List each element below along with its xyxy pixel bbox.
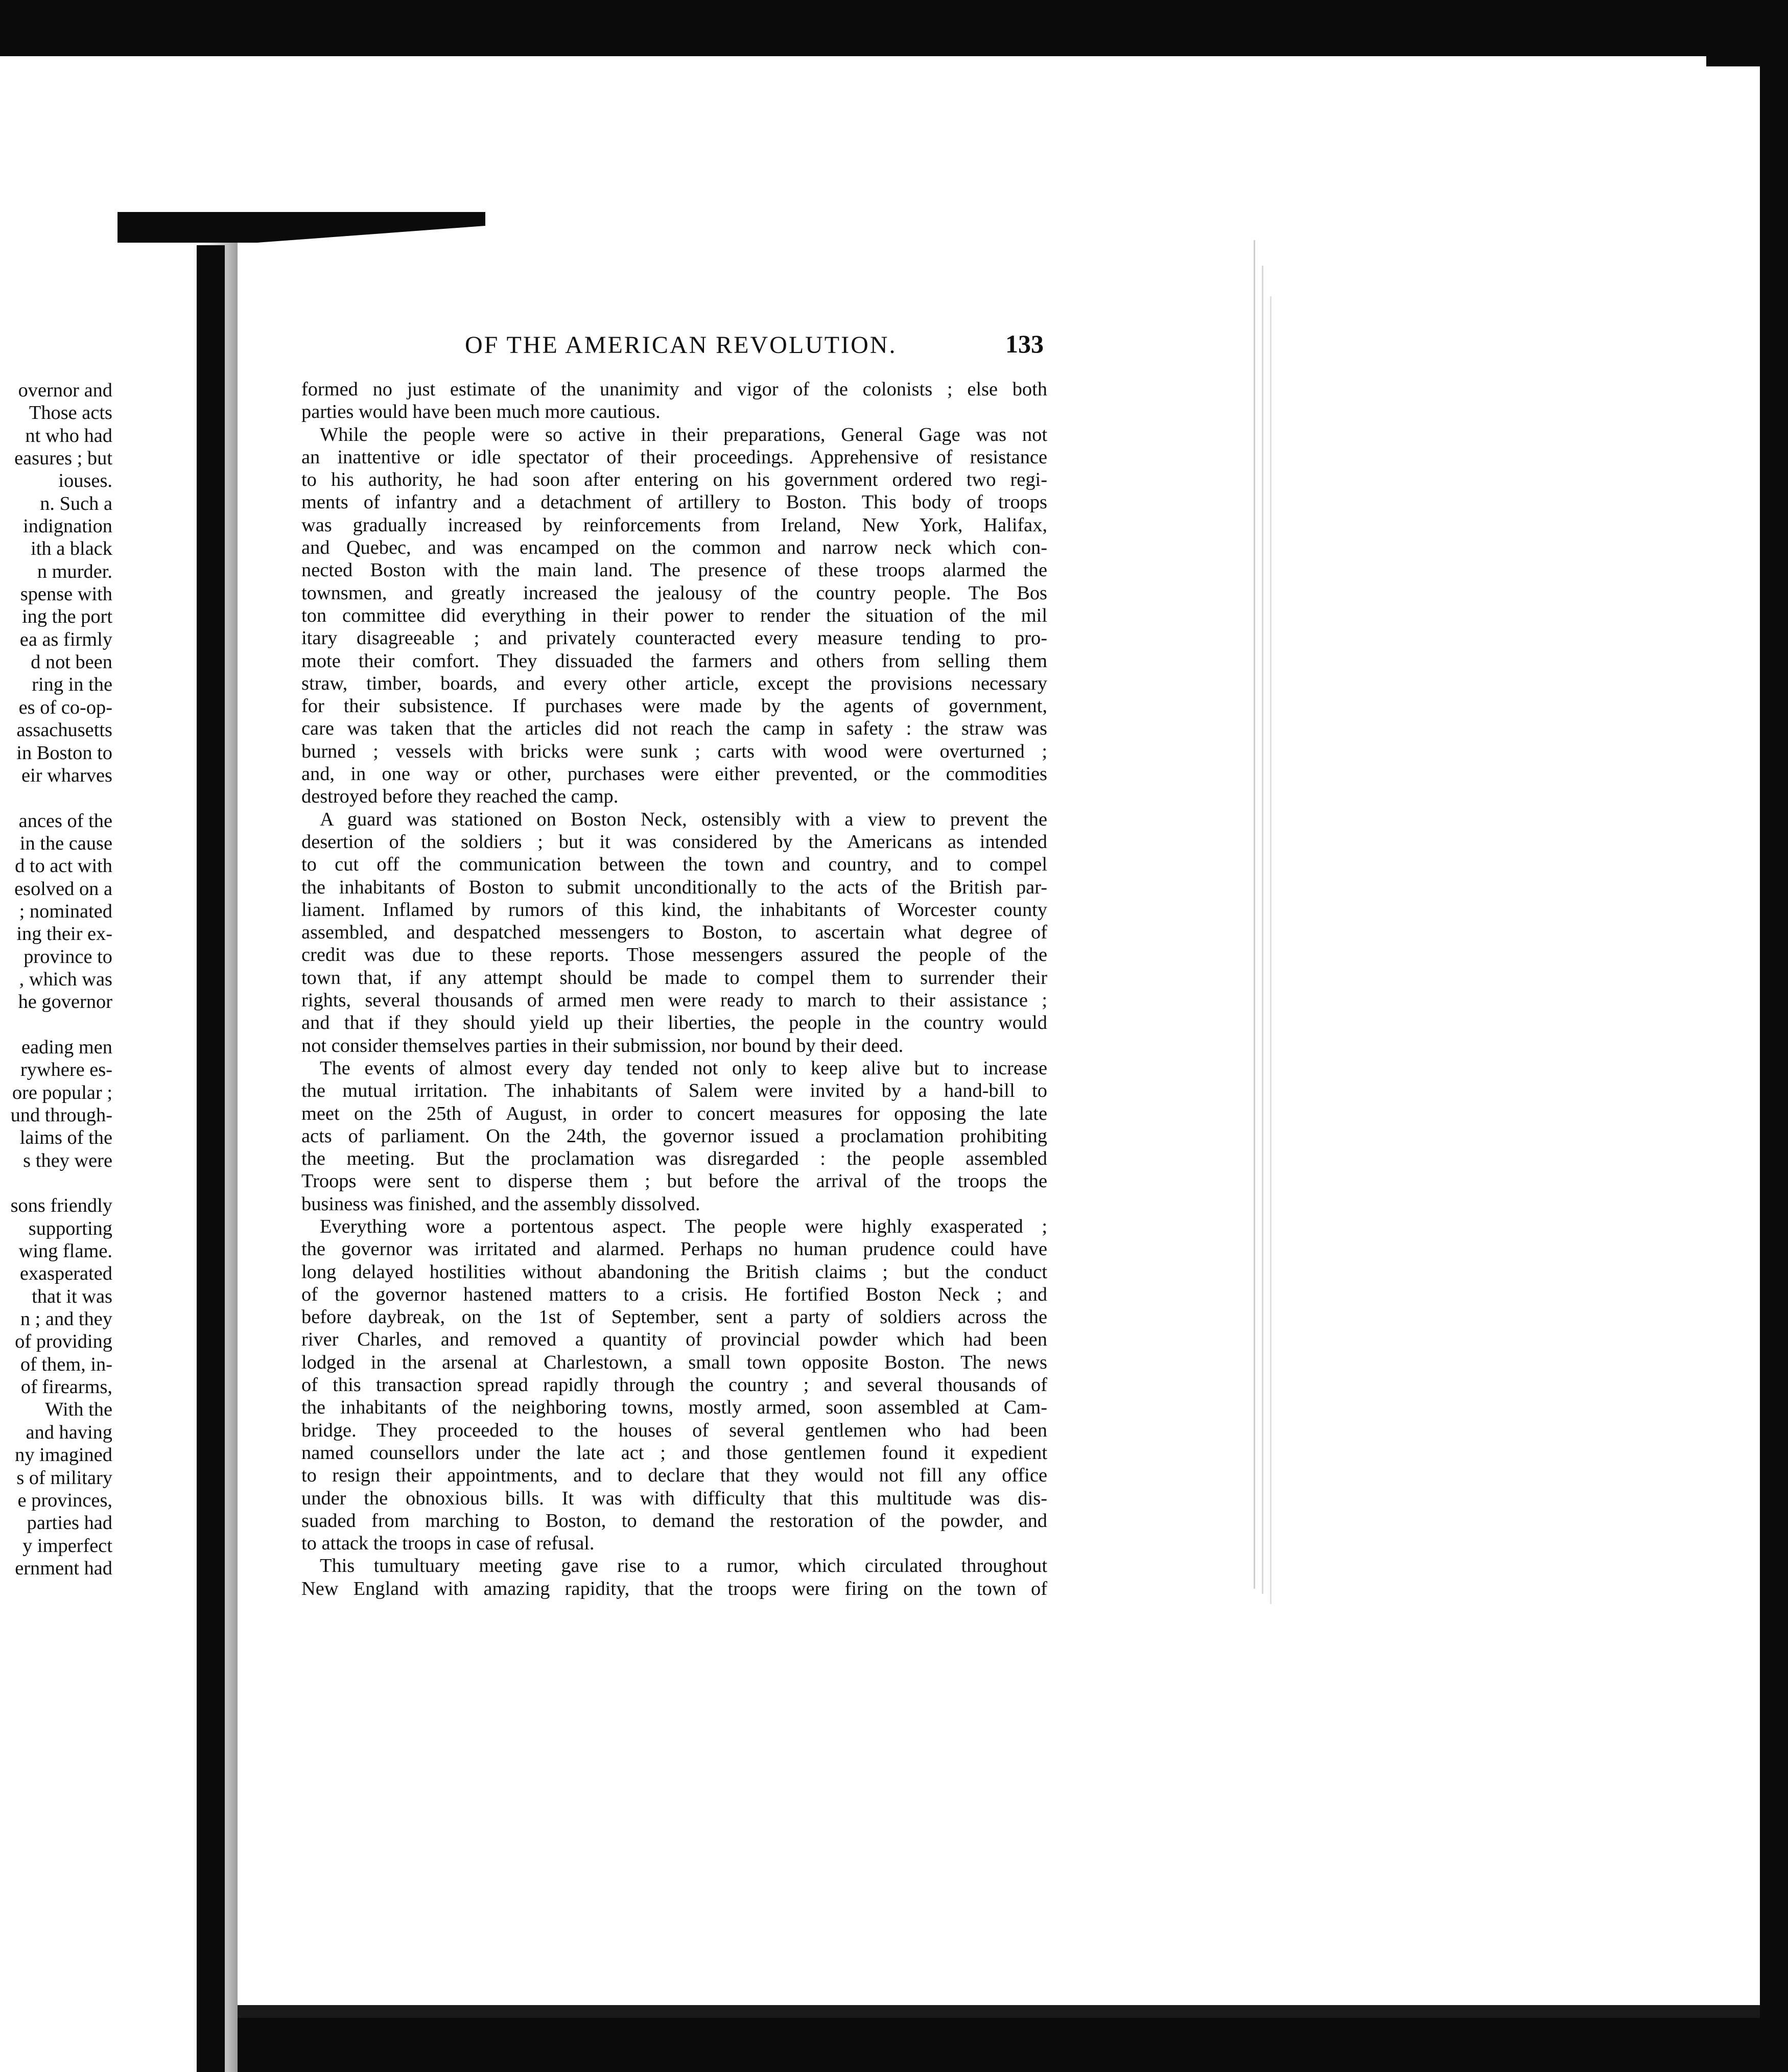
text-line: of the governor hastened matters to a crisis. He fortified Boston Neck ; and (301, 1283, 1047, 1305)
left-text-fragment: ; nominated (19, 900, 112, 922)
text-line: The events of almost every day tended not only to keep alive but to increase (320, 1057, 1047, 1079)
left-text-fragment: ith a black (31, 538, 112, 560)
left-text-fragment: of providing (15, 1331, 112, 1353)
text-line: rights, several thousands of armed men were ready to march to their assistance ; (301, 990, 1047, 1011)
text-line: nected Boston with the main land. The presence of these troops alarmed the (301, 559, 1047, 581)
left-text-fragment: s they were (23, 1149, 112, 1171)
left-text-fragment (0, 1014, 112, 1036)
left-text-fragment: d to act with (15, 855, 112, 877)
text-line: to resign their appointments, and to declare that they would not fill any office (301, 1465, 1047, 1487)
left-text-fragment: Those acts (29, 402, 112, 424)
text-line: the inhabitants of Boston to submit unconditionally to the acts of the British par- (301, 876, 1047, 898)
text-line: straw, timber, boards, and every other article, except the provisions necessary (301, 672, 1047, 694)
page-edge (1246, 240, 1255, 1589)
text-line: mote their comfort. They dissuaded the farmers and others from selling them (301, 650, 1047, 672)
text-line: ton committee did everything in their power to render the situation of the mil (301, 604, 1047, 626)
running-head: OF THE AMERICAN REVOLUTION. (465, 332, 897, 359)
left-text-fragment (0, 1172, 112, 1194)
text-line: bridge. They proceeded to the houses of several gentlemen who had been (301, 1419, 1047, 1441)
scanner-frame-bottom (0, 2018, 1788, 2072)
text-line: not consider themselves parties in their submission, nor bound by their deed. (301, 1034, 904, 1056)
left-text-fragment: easures ; but (14, 448, 112, 469)
text-line: A guard was stationed on Boston Neck, ostensibly with a view to prevent the (320, 808, 1047, 830)
text-line: parties would have been much more cautious. (301, 401, 661, 423)
left-text-fragment: es of co-op- (18, 696, 112, 718)
left-text-fragment: s of military (16, 1467, 112, 1489)
left-text-fragment: n murder. (37, 560, 112, 582)
text-line: ments of infantry and a detachment of artillery to Boston. This body of troops (301, 491, 1047, 513)
text-line: While the people were so active in their preparations, General Gage was not (320, 423, 1047, 445)
text-line: the inhabitants of the neighboring towns, mostly armed, soon assembled at Cam- (301, 1397, 1047, 1419)
book-binding-clamp (197, 245, 225, 2072)
text-line: river Charles, and removed a quantity of provincial powder which had been (301, 1329, 1047, 1351)
left-text-fragment: that it was (32, 1285, 112, 1307)
text-line: assembled, and despatched messengers to Boston, to ascertain what degree of (301, 922, 1047, 944)
left-text-fragment: , which was (19, 968, 112, 990)
left-text-fragment: ring in the (32, 674, 112, 696)
left-text-fragment: n. Such a (40, 492, 112, 514)
left-text-fragment: ny imagined (15, 1444, 112, 1466)
left-text-fragment: parties had (27, 1512, 112, 1534)
left-text-fragment (0, 787, 112, 809)
text-line: under the obnoxious bills. It was with difficulty that this multitude was dis- (301, 1487, 1047, 1509)
text-line: business was finished, and the assembly dissolved. (301, 1193, 700, 1215)
left-text-fragment: e provinces, (17, 1489, 112, 1511)
scanner-frame-top (0, 0, 1788, 56)
left-text-fragment: wing flame. (18, 1240, 112, 1262)
left-text-fragment: supporting (28, 1217, 112, 1239)
page-edge (1255, 266, 1263, 1594)
left-text-fragment: iouses. (58, 470, 112, 492)
text-line: credit was due to these reports. Those messengers assured the people of the (301, 944, 1047, 966)
text-line: to his authority, he had soon after entering on his government ordered two regi- (301, 469, 1047, 491)
text-line: desertion of the soldiers ; but it was considered by the Americans as intended (301, 831, 1047, 853)
text-line: town that, if any attempt should be made to compel them to surrender their (301, 967, 1047, 988)
text-line: itary disagreeable ; and privately counteracted every measure tending to pro- (301, 627, 1047, 649)
left-text-fragment: esolved on a (14, 878, 112, 900)
text-line: care was taken that the articles did not reach the camp in safety : the straw was (301, 718, 1047, 740)
text-line: lodged in the arsenal at Charlestown, a small town opposite Boston. The news (301, 1351, 1047, 1373)
left-text-fragment: exasperated (19, 1263, 112, 1285)
text-line: This tumultuary meeting gave rise to a rumor, which circulated throughout (320, 1555, 1047, 1577)
text-line: an inattentive or idle spectator of their proceedings. Apprehensive of resistance (301, 446, 1047, 468)
text-line: the governor was irritated and alarmed. Perhaps no human prudence could have (301, 1238, 1047, 1260)
left-text-fragment: assachusetts (16, 719, 112, 741)
left-text-fragment: eading men (21, 1036, 112, 1058)
text-line: before daybreak, on the 1st of September, sent a party of soldiers across the (301, 1306, 1047, 1328)
right-page-body-text (301, 378, 1047, 1600)
text-line: was gradually increased by reinforcements from Ireland, New York, Halifax, (301, 514, 1047, 536)
left-text-fragment: in Boston to (16, 742, 112, 764)
book-clamp-top (117, 212, 485, 243)
text-line: to cut off the communication between the town and country, and to compel (301, 854, 1047, 876)
left-text-fragment: und through- (10, 1104, 112, 1126)
left-text-fragment: ances of the (18, 810, 112, 832)
text-line: the meeting. But the proclamation was disregarded : the people assembled (301, 1148, 1047, 1170)
left-text-fragment: overnor and (18, 380, 112, 401)
left-text-fragment: ea as firmly (19, 628, 112, 650)
left-text-fragment: d not been (31, 651, 112, 673)
text-line: and Quebec, and was encamped on the common and narrow neck which con- (301, 537, 1047, 559)
text-line: of this transaction spread rapidly through the country ; and several thousands of (301, 1374, 1047, 1396)
text-line: the mutual irritation. The inhabitants of Salem were invited by a hand-bill to (301, 1080, 1047, 1102)
left-text-fragment: y imperfect (22, 1535, 112, 1557)
text-line: Troops were sent to disperse them ; but before the arrival of the troops the (301, 1170, 1047, 1192)
text-line: and, in one way or other, purchases were either prevented, or the commodities (301, 763, 1047, 785)
left-text-fragment: n ; and they (20, 1308, 112, 1330)
left-text-fragment: nt who had (25, 425, 112, 446)
left-text-fragment: sons friendly (10, 1195, 112, 1217)
left-page-text-fragments (0, 379, 112, 1580)
left-text-fragment: of firearms, (20, 1376, 112, 1398)
left-text-fragment: and having (26, 1421, 112, 1443)
text-line: formed no just estimate of the unanimity and vigor of the colonists ; else both (301, 379, 1047, 400)
text-line: named counsellors under the late act ; and those gentlemen found it expedient (301, 1442, 1047, 1464)
left-text-fragment: With the (45, 1399, 112, 1421)
left-text-fragment: laims of the (19, 1127, 112, 1149)
text-line: destroyed before they reached the camp. (301, 786, 619, 808)
text-line: meet on the 25th of August, in order to concert measures for opposing the late (301, 1102, 1047, 1124)
left-text-fragment: province to (23, 946, 112, 968)
scanner-frame-right (1760, 0, 1788, 2072)
left-text-fragment: spense with (20, 583, 112, 605)
text-line: and that if they should yield up their liberties, the people in the country would (301, 1012, 1047, 1034)
text-line: liament. Inflamed by rumors of this kind, the inhabitants of Worcester county (301, 899, 1047, 921)
text-line: burned ; vessels with bricks were sunk ; carts with wood were overturned ; (301, 740, 1047, 762)
text-line: to attack the troops in case of refusal. (301, 1533, 595, 1555)
left-text-fragment: of them, in- (20, 1353, 112, 1375)
page-edge (1263, 296, 1272, 1604)
text-line: acts of parliament. On the 24th, the governor issued a proclamation prohibiting (301, 1125, 1047, 1147)
text-line: for their subsistence. If purchases were made by the agents of government, (301, 695, 1047, 717)
left-text-fragment: rywhere es- (20, 1059, 112, 1081)
text-line: Everything wore a portentous aspect. The people were highly exasperated ; (320, 1215, 1047, 1237)
text-line: suaded from marching to Boston, to demand the restoration of the powder, and (301, 1510, 1047, 1532)
left-text-fragment: indignation (23, 515, 112, 537)
text-line: New England with amazing rapidity, that the troops were firing on the town of (301, 1577, 1047, 1599)
left-text-fragment: ing the port (22, 606, 112, 628)
left-text-fragment: he governor (18, 991, 112, 1013)
left-text-fragment: in the cause (19, 832, 112, 854)
page-number: 133 (1005, 329, 1044, 358)
text-line: townsmen, and greatly increased the jealousy of the country people. The Bos (301, 582, 1047, 604)
left-text-fragment: ernment had (15, 1557, 112, 1579)
left-text-fragment: eir wharves (21, 764, 112, 786)
left-text-fragment: ing their ex- (16, 923, 112, 945)
text-line: long delayed hostilities without abandoning the British claims ; but the conduct (301, 1261, 1047, 1283)
left-text-fragment: ore popular ; (12, 1081, 112, 1103)
